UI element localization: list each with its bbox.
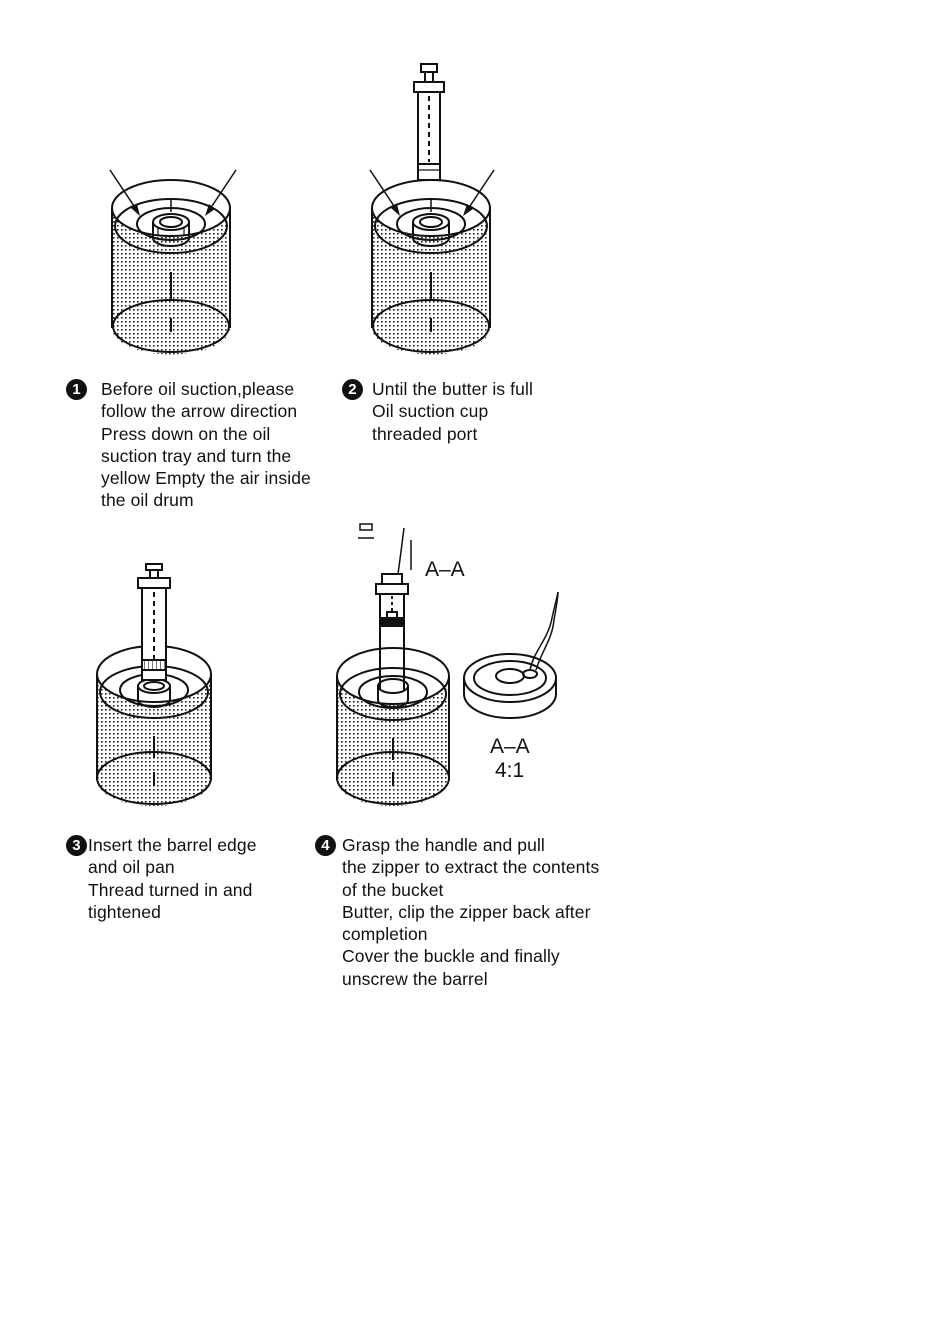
step-3-line: and oil pan <box>88 857 175 878</box>
step-2-line: threaded port <box>372 423 478 444</box>
step-4-line: of the bucket <box>342 879 444 900</box>
step-3-line: Insert the barrel edge <box>88 835 257 855</box>
step-4-line: unscrew the barrel <box>342 968 488 989</box>
detail-title-label: A–A <box>490 735 530 758</box>
step-3-number-badge: 3 <box>66 835 87 856</box>
detail-section-aa <box>464 592 558 718</box>
drum-figure-3 <box>97 564 211 806</box>
step-4-number-badge: 4 <box>315 835 336 856</box>
step-3-line: tightened <box>88 901 161 922</box>
step-2-line: Until the butter is full <box>372 379 533 399</box>
step-1-line: yellow Empty the air inside <box>101 468 311 489</box>
section-mark-label: A–A <box>425 558 465 581</box>
step-1-line: Before oil suction,please <box>101 379 295 399</box>
step-2-line: Oil suction cup <box>372 401 489 422</box>
step-4-line: Butter, clip the zipper back after <box>342 901 591 922</box>
detail-scale-label: 4:1 <box>495 759 525 782</box>
step-1-line: follow the arrow direction <box>101 401 298 422</box>
step-4-line: the zipper to extract the contents <box>342 857 600 878</box>
step-1-line: Press down on the oil <box>101 423 271 444</box>
step-1-line: the oil drum <box>101 490 194 511</box>
drum-figure-1 <box>110 170 236 354</box>
step-3-line: Thread turned in and <box>88 879 253 900</box>
step-4-line: Grasp the handle and pull <box>342 835 545 855</box>
step-1-line: suction tray and turn the <box>101 445 292 466</box>
step-4-line: completion <box>342 924 428 945</box>
step-1-number-badge: 1 <box>66 379 87 400</box>
step-4-line: Cover the buckle and finally <box>342 946 560 967</box>
step-2-number-badge: 2 <box>342 379 363 400</box>
drum-figure-2 <box>370 64 494 354</box>
